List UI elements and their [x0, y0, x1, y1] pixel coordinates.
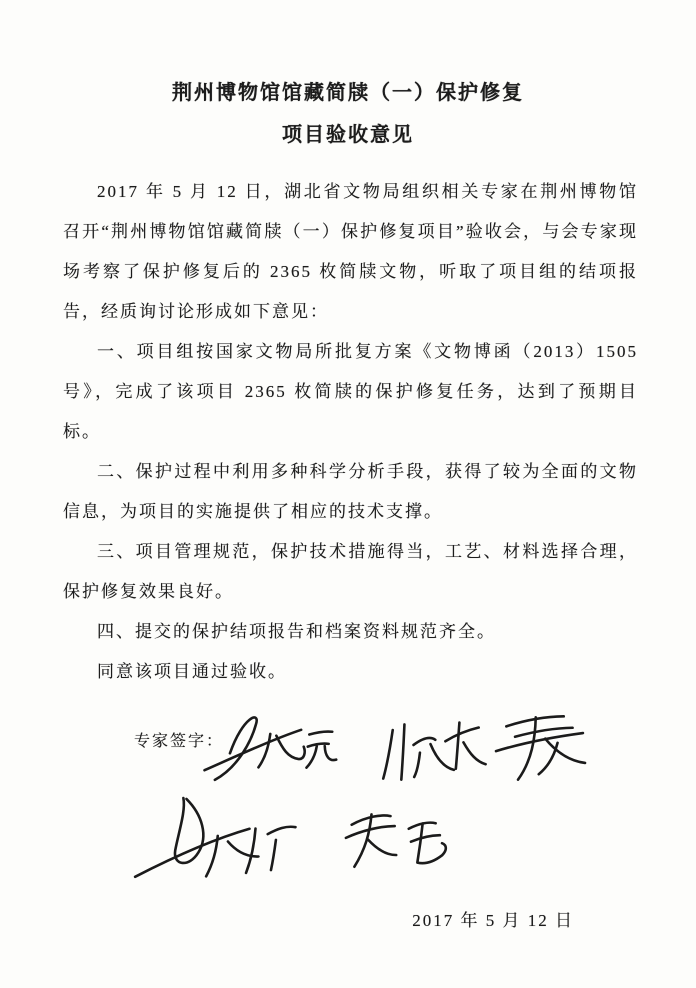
document-body: [63, 172, 638, 692]
body-paragraph-5: 四、提交的保护结项报告和档案资料规范齐全。: [97, 622, 496, 641]
body-paragraph-3: 二、保护过程中利用多种科学分析手段，获得了较为全面的文物信息，为项目的实施提供了相应的技术支撑。: [63, 462, 638, 521]
handwritten-signature-3: [483, 704, 599, 794]
signature-section: [0, 704, 696, 900]
document-title-line1: 荆州博物馆馆藏简牍（一）保护修复: [172, 82, 524, 104]
document-title: [0, 72, 696, 156]
body-paragraph-1: 2017 年 5 月 12 日，湖北省文物局组织相关专家在荆州博物馆召开“荆州博物馆馆藏简牍（一）保护修复项目”验收会，与会专家现场考察了保护修复后的 2365 枚简牍文物，听取了项目组的结项报告，经质询讨论形成如下意见：: [63, 182, 638, 321]
body-paragraph-6: 同意该项目通过验收。: [97, 662, 287, 681]
expert-signature-label: 专家签字：: [134, 733, 225, 750]
handwritten-signature-4: [124, 787, 306, 900]
body-paragraph-2: 一、项目组按国家文物局所批复方案《文物博函（2013）1505 号》，完成了该项目 2365 枚简牍的保护修复任务，达到了预期目标。: [63, 342, 638, 441]
body-paragraph-4: 三、项目管理规范，保护技术措施得当，工艺、材料选择合理，保护修复效果良好。: [63, 542, 638, 601]
document-date: 2017 年 5 月 12 日: [412, 911, 574, 930]
handwritten-signature-2: [374, 711, 490, 796]
handwritten-signature-5: [331, 803, 460, 884]
document-title-line2: 项目验收意见: [282, 124, 414, 146]
